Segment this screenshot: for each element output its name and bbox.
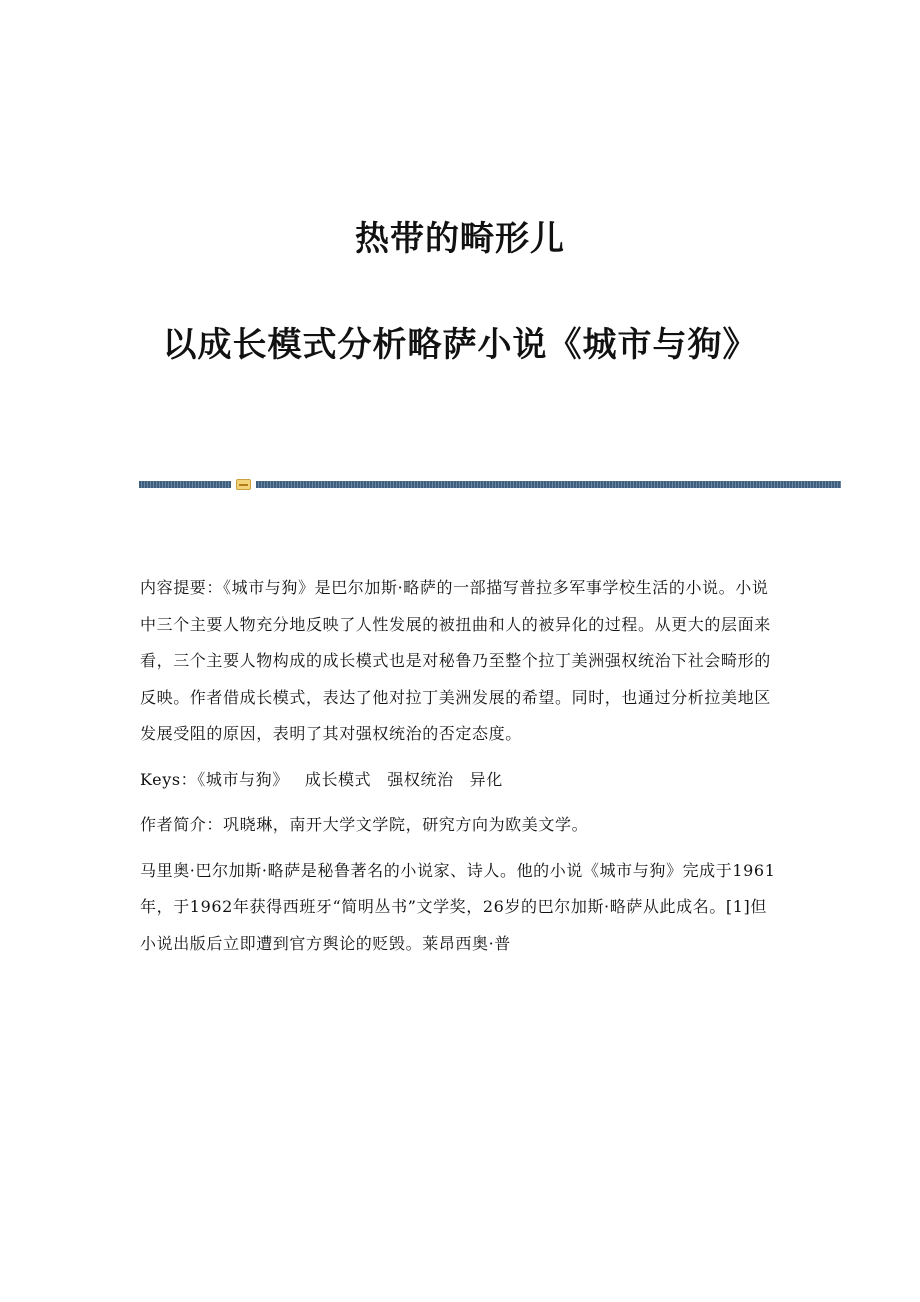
keywords-label: Keys： — [140, 769, 198, 789]
keyword-item: 成长模式 — [304, 769, 372, 789]
body-paragraph: 马里奥·巴尔加斯·略萨是秘鲁著名的小说家、诗人。他的小说《城市与狗》完成于1961年，于1962年获得西班牙“简明丛书”文学奖，26岁的巴尔加斯·略萨从此成名。[1]但小说出版后立即遭到官方舆论的贬毁。莱昂西奥·普 — [140, 860, 776, 953]
abstract-paragraph: 内容提要：《城市与狗》是巴尔加斯·略萨的一部描写普拉多军事学校生活的小说。小说中三个主要人物充分地反映了人性发展的被扭曲和人的被异化的过程。从更大的层面来看，三个主要人物构成的成长模式也是对秘鲁乃至整个拉丁美洲强权统治下社会畸形的反映。作者借成长模式，表达了他对拉丁美洲发展的希望。同时，也通过分析拉美地区发展受阻的原因，表明了其对强权统治的否定态度。 — [140, 578, 771, 743]
author-intro: 作者简介：巩晓琳，南开大学文学院，研究方向为欧美文学。 — [140, 815, 589, 834]
divider-bar-right — [256, 481, 841, 488]
divider-ornament-icon — [236, 479, 251, 490]
keywords-line — [140, 762, 780, 799]
title-divider — [139, 479, 841, 491]
document-subtitle: 以成长模式分析略萨小说《城市与狗》 — [162, 325, 758, 365]
keyword-item: 《城市与狗》 — [197, 769, 289, 789]
document-body — [140, 570, 780, 971]
document-title: 热带的畸形儿 — [355, 219, 565, 259]
keyword-item: 异化 — [469, 769, 503, 789]
divider-bar-left — [139, 481, 231, 488]
keyword-item: 强权统治 — [387, 769, 454, 789]
